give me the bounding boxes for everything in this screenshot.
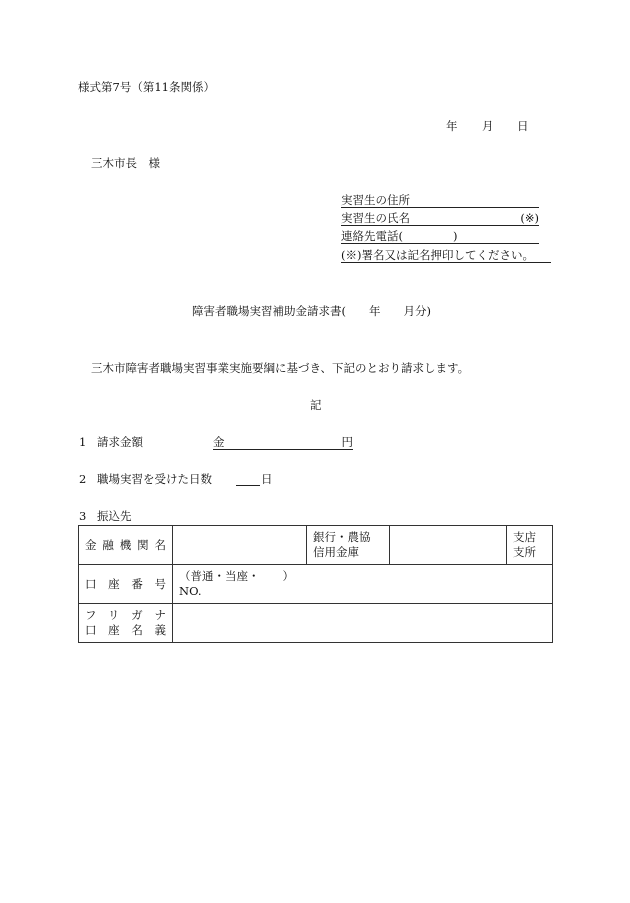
phone-close: ): [453, 229, 458, 243]
branch-type-cell: [507, 526, 553, 565]
date-day: 日: [517, 119, 529, 133]
account-holder-label: 口座名義: [85, 623, 166, 637]
applicant-address-field[interactable]: [341, 193, 539, 208]
days-field[interactable]: [236, 472, 260, 486]
applicant-phone-field[interactable]: [341, 229, 539, 244]
account-type: （普通・当座・ ）: [179, 569, 294, 583]
account-holder-label-cell: [79, 604, 173, 643]
branch-name-field[interactable]: [390, 526, 507, 565]
bank-type-2: 信用金庫: [313, 545, 359, 559]
table-row: [79, 604, 553, 643]
document-title: 障害者職場実習補助金請求書( 年 月分): [192, 304, 431, 318]
branch-type-1: 支店: [513, 530, 536, 544]
item-1-number: 1: [79, 435, 87, 449]
ki-heading: 記: [310, 398, 322, 412]
bank-type-cell: [307, 526, 390, 565]
amount-prefix: 金: [213, 435, 225, 449]
table-row: [79, 565, 553, 604]
phone-label: 連絡先電話(: [341, 229, 403, 243]
item-3-number: 3: [79, 509, 87, 523]
item-2-label: 職場実習を受けた日数: [97, 472, 212, 486]
item-1-label: 請求金額: [97, 435, 143, 449]
intro-text: 三木市障害者職場実習事業実施要綱に基づき、下記のとおり請求します。: [91, 361, 470, 375]
account-number-label: 口座番号: [79, 565, 173, 604]
bank-type-1: 銀行・農協: [313, 530, 371, 544]
days-suffix: 日: [261, 472, 273, 486]
amount-suffix: 円: [341, 435, 353, 449]
branch-type-2: 支所: [513, 545, 536, 559]
signature-note: (※)署名又は記名押印してください。: [341, 248, 551, 263]
account-no: NO.: [179, 584, 202, 598]
address-label: 実習生の住所: [341, 193, 410, 207]
account-number-field[interactable]: [173, 565, 553, 604]
item-3-label: 振込先: [97, 509, 132, 523]
applicant-name-field[interactable]: [341, 211, 539, 226]
account-holder-field[interactable]: [173, 604, 553, 643]
bank-transfer-table: [78, 525, 553, 643]
furigana-label: フリガナ: [85, 608, 166, 622]
addressee: 三木市長 様: [91, 156, 160, 170]
date-year: 年: [446, 119, 458, 133]
amount-field[interactable]: [213, 435, 353, 450]
date-month: 月: [482, 119, 494, 133]
name-label: 実習生の氏名: [341, 211, 410, 225]
table-row: [79, 526, 553, 565]
seal-mark: (※): [520, 211, 539, 225]
bank-name-field[interactable]: [173, 526, 307, 565]
form-number: 様式第7号（第11条関係）: [78, 80, 215, 94]
bank-name-label: 金融機関名: [79, 526, 173, 565]
item-2-number: 2: [79, 472, 87, 486]
